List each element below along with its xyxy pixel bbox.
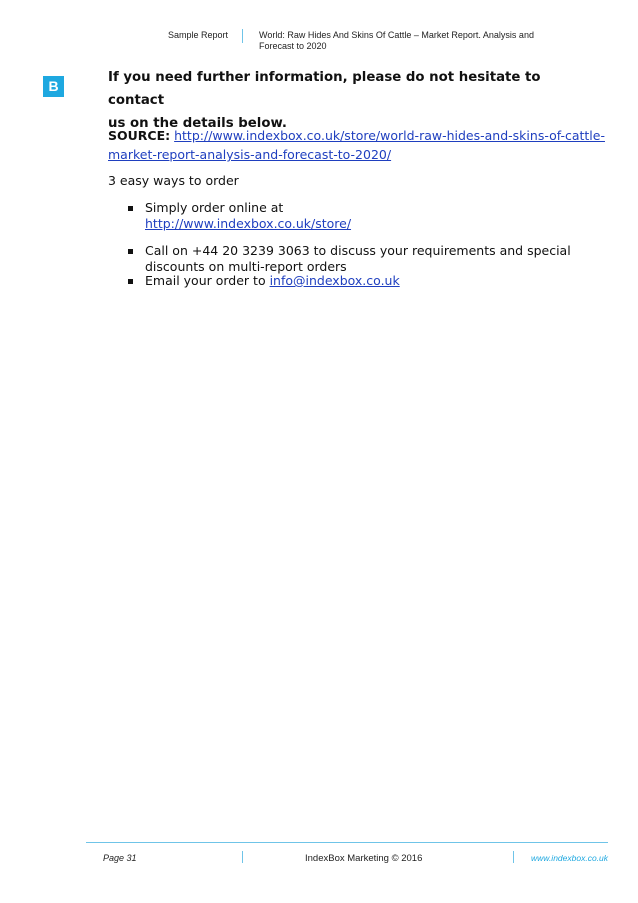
source-link[interactable]: http://www.indexbox.co.uk/store/world-raw-hides-and-skins-of-cattle-	[174, 128, 605, 143]
contact-intro-heading	[108, 66, 598, 135]
phone-order-line2: discounts on multi-report orders	[145, 259, 347, 274]
bullet-icon	[128, 249, 133, 254]
bullet-icon	[128, 206, 133, 211]
indexbox-logo-icon: B	[43, 76, 64, 97]
email-order-text: Email your order to	[145, 273, 270, 288]
intro-line1: If you need further information, please do not hesitate to contact	[108, 70, 541, 108]
source-block	[108, 126, 608, 164]
footer-separator	[513, 851, 514, 863]
header-divider	[242, 29, 243, 43]
list-item-online-order	[128, 200, 588, 232]
footer-copyright: IndexBox Marketing © 2016	[305, 853, 423, 864]
phone-order-line1: Call on +44 20 3239 3063 to discuss your requirements and special	[145, 243, 571, 258]
online-order-text: Simply order online at	[145, 200, 284, 215]
footer-separator	[242, 851, 243, 863]
list-item-phone-order	[128, 243, 588, 275]
store-link[interactable]: http://www.indexbox.co.uk/store/	[145, 216, 352, 231]
list-item-email-order	[128, 273, 588, 289]
footer-divider	[86, 842, 608, 843]
intro-line2: us on the details below.	[108, 116, 287, 131]
source-link-continued[interactable]: market-report-analysis-and-forecast-to-2020/	[108, 147, 392, 162]
header-report-type: Sample Report	[168, 30, 229, 40]
bullet-icon	[128, 279, 133, 284]
header-title-line1: World: Raw Hides And Skins Of Cattle – Market Report. Analysis and	[259, 30, 534, 40]
header-report-title	[259, 30, 579, 52]
footer-website[interactable]: www.indexbox.co.uk	[531, 853, 609, 863]
email-link[interactable]: info@indexbox.co.uk	[269, 273, 400, 288]
source-label: SOURCE:	[108, 128, 171, 143]
page-number: Page 31	[103, 853, 137, 863]
order-ways-title: 3 easy ways to order	[108, 173, 239, 188]
header-title-line2: Forecast to 2020	[259, 41, 327, 51]
